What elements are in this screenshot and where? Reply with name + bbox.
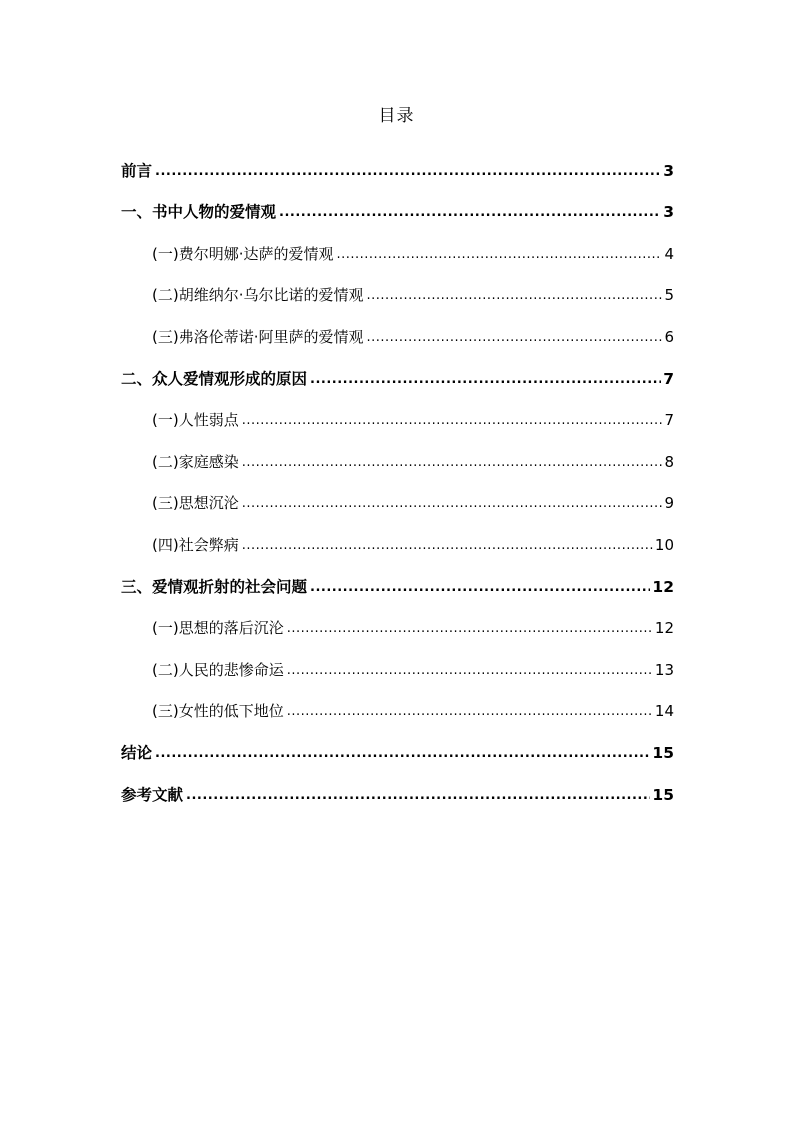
toc-entry-label: (二)人民的悲惨命运: [152, 660, 284, 679]
toc-dot-leader: [242, 493, 663, 513]
toc-entry-label: (三)弗洛伦蒂诺·阿里萨的爱情观: [152, 327, 364, 346]
toc-entry-page: 12: [654, 619, 674, 638]
toc-entry-section-2-2[interactable]: [121, 437, 674, 479]
toc-entry-label: 前言: [121, 161, 153, 180]
toc-dot-leader: [310, 577, 650, 597]
toc-dot-leader: [336, 244, 662, 264]
toc-dot-leader: [366, 285, 662, 305]
toc-entry-label: 二、众人爱情观形成的原因: [121, 369, 308, 388]
toc-dot-leader: [242, 535, 653, 555]
toc-entry-label: (四)社会弊病: [152, 535, 239, 554]
toc-entry-conclusion[interactable]: [121, 728, 674, 770]
toc-entry-label: 结论: [121, 743, 153, 762]
toc-entry-page: 12: [652, 577, 674, 596]
toc-dot-leader: [366, 327, 662, 347]
toc-entry-page: 4: [664, 244, 674, 263]
toc-entry-section-1-2[interactable]: [121, 271, 674, 313]
toc-entry-label: (二)胡维纳尔·乌尔比诺的爱情观: [152, 286, 364, 305]
toc-entry-label: 参考文献: [121, 785, 184, 804]
toc-entry-preface[interactable]: [121, 146, 674, 188]
toc-entry-section-2-3[interactable]: [121, 479, 674, 521]
toc-dot-leader: [242, 452, 663, 472]
toc-entry-section-2-1[interactable]: [121, 396, 674, 438]
toc-dot-leader: [242, 410, 663, 430]
toc-dot-leader: [155, 743, 650, 763]
toc-entry-page: 7: [663, 369, 674, 388]
toc-entry-label: (二)家庭感染: [152, 452, 239, 471]
toc-entry-section-2-4[interactable]: [121, 520, 674, 562]
toc-entry-page: 3: [663, 161, 674, 180]
toc-entry-page: 8: [664, 452, 674, 471]
toc-dot-leader: [186, 785, 650, 805]
toc-entry-page: 9: [664, 494, 674, 513]
toc-entry-page: 14: [654, 702, 674, 721]
toc-entry-chapter-2[interactable]: [121, 354, 674, 396]
toc-entry-section-3-3[interactable]: [121, 687, 674, 729]
toc-dot-leader: [287, 701, 653, 721]
toc-entry-label: (一)人性弱点: [152, 411, 239, 430]
toc-entry-label: (三)思想沉沦: [152, 494, 239, 513]
toc-dot-leader: [310, 369, 661, 389]
toc-entry-section-3-2[interactable]: [121, 645, 674, 687]
toc-entry-chapter-1[interactable]: [121, 188, 674, 230]
toc-title: 目录: [378, 106, 415, 126]
toc-entry-chapter-3[interactable]: [121, 562, 674, 604]
toc-entry-page: 6: [664, 327, 674, 346]
toc-entry-section-3-1[interactable]: [121, 604, 674, 646]
toc-entry-section-1-3[interactable]: [121, 312, 674, 354]
toc-entry-label: 一、书中人物的爱情观: [121, 203, 277, 222]
toc-entry-label: (三)女性的低下地位: [152, 702, 284, 721]
toc-entry-section-1-1[interactable]: [121, 229, 674, 271]
toc-dot-leader: [287, 660, 653, 680]
toc-entry-references[interactable]: [121, 770, 674, 812]
toc-entry-page: 10: [654, 535, 674, 554]
toc-entry-label: 三、爱情观折射的社会问题: [121, 577, 308, 596]
toc-dot-leader: [155, 161, 661, 181]
toc-entry-page: 13: [654, 660, 674, 679]
toc-entry-page: 7: [664, 411, 674, 430]
toc-entry-page: 5: [664, 286, 674, 305]
toc-entry-label: (一)费尔明娜·达萨的爱情观: [152, 244, 334, 263]
table-of-contents: [121, 146, 674, 812]
toc-entry-label: (一)思想的落后沉沦: [152, 619, 284, 638]
toc-dot-leader: [287, 618, 653, 638]
toc-entry-page: 15: [652, 785, 674, 804]
toc-entry-page: 3: [663, 203, 674, 222]
toc-dot-leader: [279, 202, 661, 222]
toc-entry-page: 15: [652, 743, 674, 762]
